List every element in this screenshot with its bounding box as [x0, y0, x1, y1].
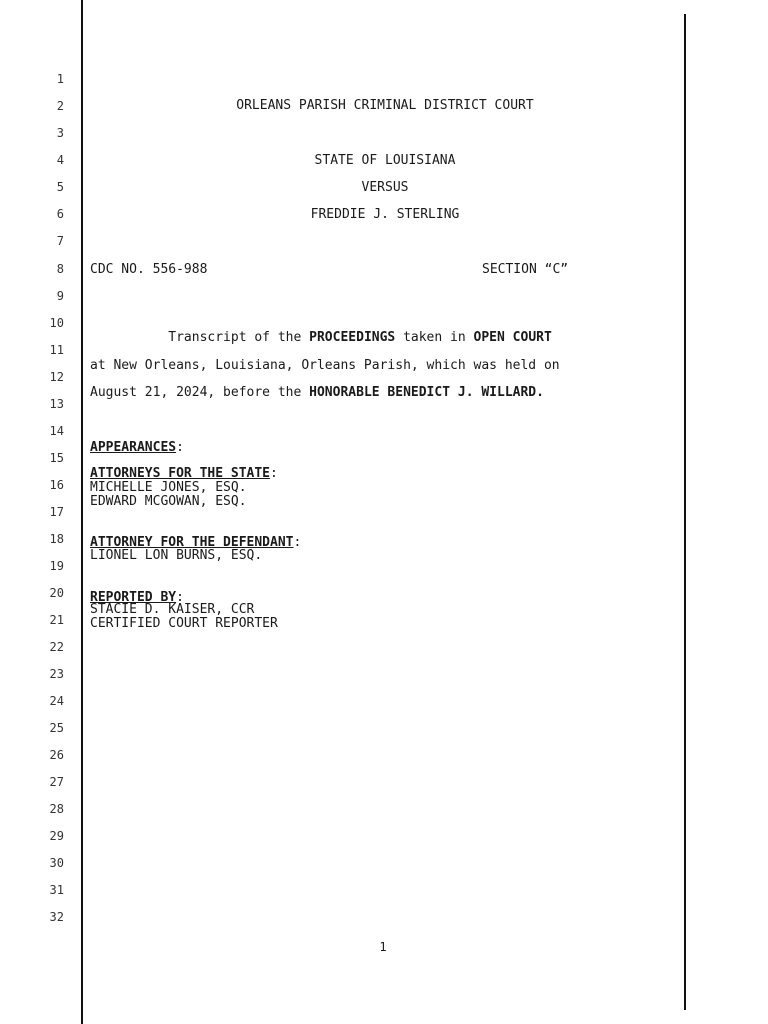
line-number: 31 — [49, 883, 64, 897]
line-number: 24 — [49, 694, 64, 708]
state-name: STATE OF LOUISIANA — [314, 153, 456, 168]
appearances-heading: APPEARANCES: — [90, 440, 184, 455]
line-number: 19 — [49, 559, 64, 573]
line-number: 26 — [49, 748, 64, 762]
intro-line-2: at New Orleans, Louisiana, Orleans Parish, which was held on — [90, 358, 560, 373]
line-number: 17 — [49, 505, 64, 519]
line-number: 14 — [49, 424, 64, 438]
line-number: 16 — [49, 478, 64, 492]
line-number: 32 — [49, 910, 64, 924]
line-number: 29 — [49, 829, 64, 843]
state-attorney: MICHELLE JONES, ESQ. — [90, 480, 247, 495]
reporter-name: STACIE D. KAISER, CCR — [90, 602, 255, 617]
line-number: 25 — [49, 721, 64, 735]
line-number: 11 — [49, 343, 64, 357]
defense-attorney: LIONEL LON BURNS, ESQ. — [90, 548, 263, 563]
reporter-heading: REPORTED BY: — [90, 590, 184, 605]
versus-label: VERSUS — [361, 180, 409, 195]
court-name: ORLEANS PARISH CRIMINAL DISTRICT COURT — [236, 98, 534, 113]
line-number: 5 — [56, 180, 64, 194]
intro-line-3: August 21, 2024, before the HONORABLE BENEDICT J. WILLARD. — [90, 385, 544, 400]
line-number: 3 — [56, 126, 64, 140]
state-attorney: EDWARD MCGOWAN, ESQ. — [90, 494, 247, 509]
line-number: 10 — [49, 316, 64, 330]
line-number: 20 — [49, 586, 64, 600]
line-number: 28 — [49, 802, 64, 816]
line-number: 27 — [49, 775, 64, 789]
state-attorneys-heading: ATTORNEYS FOR THE STATE: — [90, 466, 278, 481]
right-margin-rule — [684, 14, 686, 1010]
left-margin-rule — [81, 0, 83, 1024]
intro-line-1: Transcript of the PROCEEDINGS taken in OPEN COURT — [90, 330, 552, 345]
line-number: 2 — [56, 99, 64, 113]
line-number: 21 — [49, 613, 64, 627]
line-number: 7 — [56, 234, 64, 248]
line-number: 18 — [49, 532, 64, 546]
line-number: 13 — [49, 397, 64, 411]
line-number: 23 — [49, 667, 64, 681]
page-number: 1 — [379, 940, 387, 954]
line-number: 6 — [56, 207, 64, 221]
line-number: 15 — [49, 451, 64, 465]
case-number: CDC NO. 556-988 — [90, 262, 208, 277]
defense-attorney-heading: ATTORNEY FOR THE DEFENDANT: — [90, 535, 302, 550]
section-label: SECTION “C” — [482, 262, 569, 277]
line-number: 30 — [49, 856, 64, 870]
defendant-name: FREDDIE J. STERLING — [310, 207, 460, 222]
reporter-title: CERTIFIED COURT REPORTER — [90, 616, 278, 631]
line-number: 12 — [49, 370, 64, 384]
line-number: 4 — [56, 153, 64, 167]
line-number: 9 — [56, 289, 64, 303]
line-number: 22 — [49, 640, 64, 654]
line-number: 1 — [56, 72, 64, 86]
line-number: 8 — [56, 262, 64, 276]
